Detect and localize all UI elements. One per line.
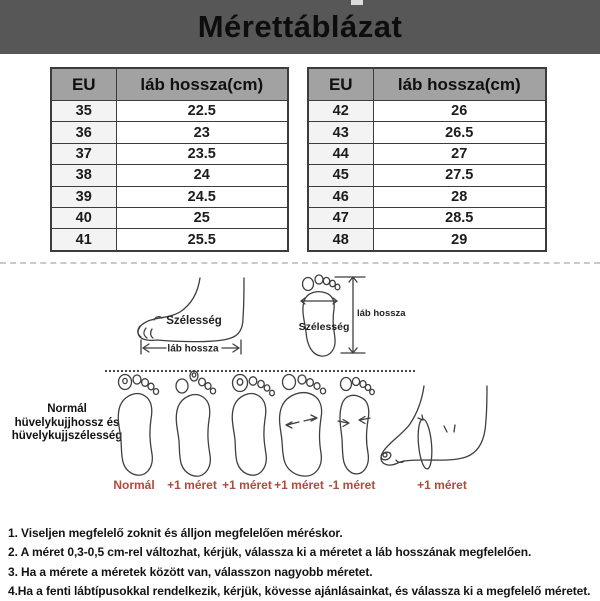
foot-type-label-1: Normál: [113, 478, 155, 492]
toe-5: [335, 284, 340, 290]
table-row: [308, 165, 546, 186]
toe-2: [298, 375, 306, 384]
instruction-4: 4.Ha a fenti lábtípusokkal rendelkezik, kérjük, kövesse ajánlásainkat, és válassza ki a megfelelő méretet.: [8, 583, 591, 598]
table-row: [308, 143, 546, 164]
foot-length-cell: 24: [116, 165, 288, 186]
big-toe: [341, 378, 352, 391]
big-toe: [303, 278, 314, 291]
eu-size-cell: 46: [308, 186, 373, 207]
toe-3: [307, 379, 314, 387]
toe-3: [142, 379, 149, 387]
toe-nail: [237, 379, 243, 385]
dashed-separator: [0, 262, 600, 264]
column-header: láb hossza(cm): [116, 68, 288, 101]
side-foot-outline: [138, 278, 244, 342]
header-row: [308, 68, 546, 101]
foot-type-label-4: +1 méret: [274, 478, 324, 492]
table-row: [51, 143, 288, 164]
title-band: [0, 0, 600, 54]
foot-type-normal: [106, 372, 166, 478]
foot-type-long-second-toe: [164, 370, 224, 478]
toe-3: [323, 277, 329, 284]
table-row: [51, 186, 288, 207]
toe-nail: [123, 378, 127, 383]
toe-4: [264, 385, 270, 391]
toe-4: [205, 383, 211, 390]
instruction-1: 1. Viseljen megfelelő zoknit és álljon megfelelően méréskor.: [8, 526, 343, 540]
toe-5: [370, 389, 375, 394]
toe-5: [210, 388, 215, 394]
foot-length-cell: 25.5: [116, 229, 288, 251]
eu-size-cell: 44: [308, 143, 373, 164]
eu-size-cell: 41: [51, 229, 116, 251]
table-row: [308, 186, 546, 207]
foot-type-label-6: +1 méret: [417, 478, 467, 492]
toe-2: [133, 375, 141, 384]
big-toe: [233, 375, 248, 392]
toe-nail: [383, 453, 387, 457]
width-arrows: [287, 418, 316, 425]
big-toe: [119, 375, 132, 390]
foot-length-cell: 29: [373, 229, 546, 251]
instructions: [8, 524, 600, 601]
page-title: Mérettáblázat: [197, 9, 403, 44]
table-row: [51, 207, 288, 228]
sole-outline: [340, 395, 369, 474]
foot-type-narrow: [326, 374, 378, 476]
loop-arrow: [418, 415, 423, 420]
table-row: [308, 229, 546, 251]
table-row: [51, 165, 288, 186]
foot-length-cell: 26.5: [373, 122, 546, 143]
foot-length-cell: 25: [116, 207, 288, 228]
foot-type-label-5: -1 méret: [328, 478, 376, 492]
toe-2: [249, 377, 257, 385]
width-arrows: [338, 418, 370, 423]
toe-3: [258, 380, 264, 387]
caption-line-2: hüvelykujjhossz és: [14, 416, 120, 429]
header-row: [51, 68, 288, 101]
toe-nail: [192, 373, 196, 377]
instruction-2: 2. A méret 0,3-0,5 cm-rel változhat, kérjük, válassza ki a méretet a láb hosszának megfelelően.: [8, 545, 532, 560]
foot-type-label-3: +1 méret: [222, 478, 272, 492]
foot-length-cell: 23.5: [116, 143, 288, 164]
sole-foot-measure-diagram: [288, 268, 406, 363]
column-header: EU: [308, 68, 373, 101]
foot-length-cell: 26: [373, 101, 546, 122]
toe-5: [320, 388, 325, 394]
size-table-right: [307, 67, 547, 252]
table-row: [51, 229, 288, 251]
size-table-left: [50, 67, 289, 252]
foot-length-cell: 28: [373, 186, 546, 207]
big-toe: [283, 375, 296, 390]
sole-length-label: láb hossza: [357, 308, 406, 319]
instruction-3: 3. Ha a mérete a méretek között van, válasszon nagyobb méretet.: [8, 564, 373, 579]
eu-size-cell: 38: [51, 165, 116, 186]
foot-length-cell: 28.5: [373, 207, 546, 228]
column-header: láb hossza(cm): [373, 68, 546, 101]
caption-line-1: Normál: [47, 403, 87, 415]
eu-size-cell: 37: [51, 143, 116, 164]
toe-3: [199, 378, 206, 386]
foot-length-cell: 23: [116, 122, 288, 143]
toe-2: [315, 275, 323, 284]
toe-separation: [396, 460, 404, 462]
eu-size-cell: 36: [51, 122, 116, 143]
sole-outline: [232, 394, 266, 476]
side-foot-outline: [381, 386, 487, 465]
toe-4: [330, 280, 336, 286]
side-foot-measure-diagram: [130, 270, 260, 365]
sole-outline: [118, 394, 152, 476]
table-row: [308, 122, 546, 143]
girth-loop: [416, 419, 433, 470]
table-row: [308, 207, 546, 228]
side-length-label: láb hossza: [167, 343, 219, 355]
sole-outline: [280, 393, 322, 476]
toe-2: [352, 378, 359, 386]
side-width-label: Szélesség: [166, 315, 222, 327]
eu-size-cell: 45: [308, 165, 373, 186]
caption-line-3: hüvelykujjszélesség: [11, 430, 123, 442]
big-toe: [176, 379, 188, 393]
eu-size-cell: 47: [308, 207, 373, 228]
toe-4: [148, 383, 154, 390]
eu-size-cell: 35: [51, 101, 116, 122]
foot-type-label-2: +1 méret: [167, 478, 217, 492]
eu-size-cell: 48: [308, 229, 373, 251]
ankle-marks: [444, 425, 455, 432]
foot-type-high-instep: [376, 384, 496, 472]
eu-size-cell: 39: [51, 186, 116, 207]
table-row: [308, 101, 546, 122]
foot-type-wide: [270, 372, 332, 478]
sole-width-label: Szélesség: [298, 321, 350, 333]
foot-length-cell: 27: [373, 143, 546, 164]
table-row: [51, 122, 288, 143]
foot-length-cell: 24.5: [116, 186, 288, 207]
eu-size-cell: 43: [308, 122, 373, 143]
top-edge-artifact: [351, 0, 363, 5]
eu-size-cell: 40: [51, 207, 116, 228]
toe-5: [153, 389, 158, 395]
column-header: EU: [51, 68, 116, 101]
eu-size-cell: 42: [308, 101, 373, 122]
table-row: [51, 101, 288, 122]
foot-length-cell: 27.5: [373, 165, 546, 186]
foot-length-cell: 22.5: [116, 101, 288, 122]
toe-4: [314, 383, 320, 390]
sole-outline: [176, 395, 210, 477]
